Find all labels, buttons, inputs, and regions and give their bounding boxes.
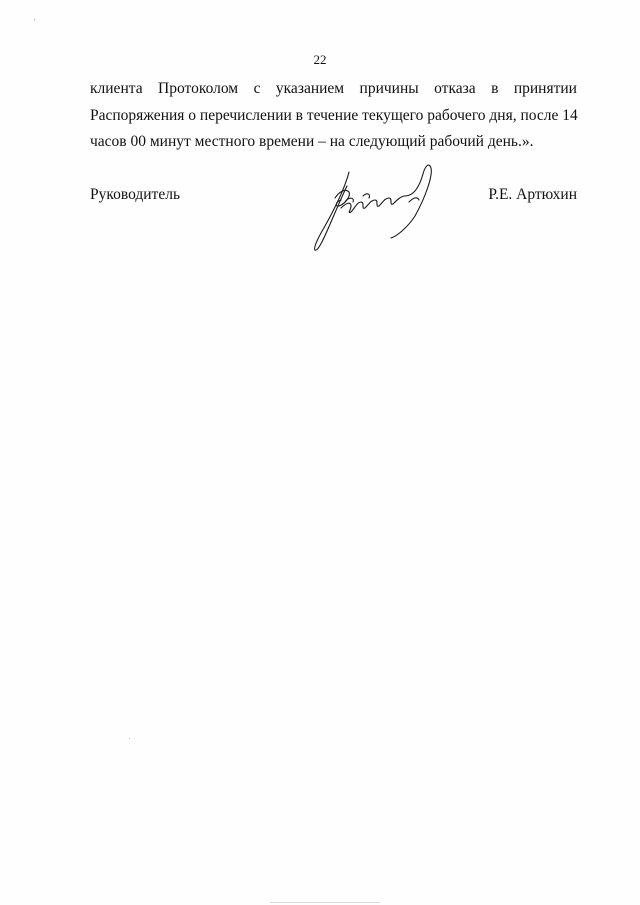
word: принятии — [513, 80, 577, 97]
paragraph-line-2: Распоряжения о перечислении в течение текущего рабочего дня, после 14 — [90, 106, 578, 124]
word: Протоколом — [158, 80, 239, 97]
signatory-role: Руководитель — [90, 186, 181, 203]
paragraph-line-3: часов 00 минут местного времени – на следующий рабочий день.». — [90, 133, 534, 150]
scan-edge-mark — [270, 902, 380, 903]
word: указанием — [275, 80, 345, 97]
scan-speck — [129, 738, 130, 739]
word: клиента — [90, 80, 143, 97]
corner-mark: ˒ — [33, 14, 36, 23]
word: в — [491, 80, 499, 97]
signatory-name: Р.Е. Артюхин — [488, 186, 577, 203]
handwritten-signature — [305, 158, 440, 258]
word: причины — [359, 80, 419, 97]
word: с — [253, 80, 261, 97]
paragraph-line-1 — [90, 76, 577, 103]
word: отказа — [434, 80, 476, 97]
page-number: 22 — [313, 52, 327, 67]
body-paragraph — [90, 76, 577, 156]
